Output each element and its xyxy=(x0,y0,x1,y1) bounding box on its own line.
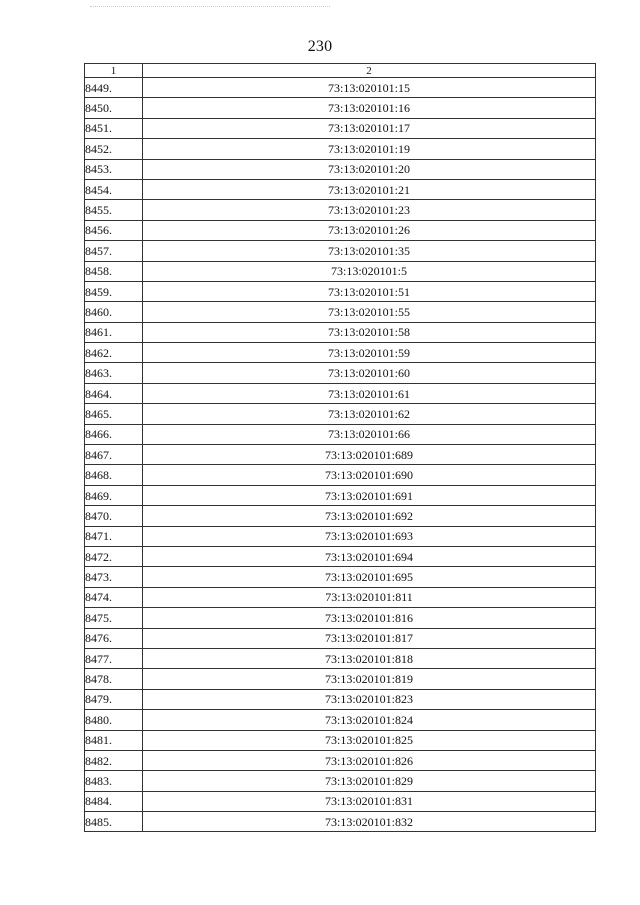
cadastral-number: 73:13:020101:51 xyxy=(143,281,596,301)
table-row xyxy=(85,465,596,485)
row-number: 8468. xyxy=(85,465,143,485)
table-row xyxy=(85,281,596,301)
table-row xyxy=(85,200,596,220)
table-row xyxy=(85,648,596,668)
scan-artifact xyxy=(90,6,330,9)
table-row xyxy=(85,689,596,709)
table-body xyxy=(85,78,596,832)
row-number: 8458. xyxy=(85,261,143,281)
row-number: 8471. xyxy=(85,526,143,546)
cadastral-number: 73:13:020101:689 xyxy=(143,445,596,465)
table-row xyxy=(85,608,596,628)
cadastral-number: 73:13:020101:19 xyxy=(143,139,596,159)
row-number: 8453. xyxy=(85,159,143,179)
cadastral-number: 73:13:020101:23 xyxy=(143,200,596,220)
row-number: 8462. xyxy=(85,343,143,363)
row-number: 8460. xyxy=(85,302,143,322)
cadastral-number: 73:13:020101:66 xyxy=(143,424,596,444)
page-number: 230 xyxy=(307,38,333,55)
row-number: 8459. xyxy=(85,281,143,301)
cadastral-number: 73:13:020101:21 xyxy=(143,179,596,199)
cadastral-number: 73:13:020101:825 xyxy=(143,730,596,750)
row-number: 8452. xyxy=(85,139,143,159)
row-number: 8481. xyxy=(85,730,143,750)
table-row xyxy=(85,546,596,566)
row-number: 8455. xyxy=(85,200,143,220)
cadastral-number: 73:13:020101:695 xyxy=(143,567,596,587)
table-row xyxy=(85,730,596,750)
column-header-number: 1 xyxy=(85,64,143,78)
row-number: 8469. xyxy=(85,485,143,505)
row-number: 8482. xyxy=(85,750,143,770)
row-number: 8449. xyxy=(85,78,143,98)
row-number: 8466. xyxy=(85,424,143,444)
table-row xyxy=(85,220,596,240)
table-row xyxy=(85,179,596,199)
row-number: 8451. xyxy=(85,118,143,138)
table-row xyxy=(85,628,596,648)
row-number: 8480. xyxy=(85,710,143,730)
cadastral-number: 73:13:020101:811 xyxy=(143,587,596,607)
table-row xyxy=(85,383,596,403)
cadastral-number: 73:13:020101:817 xyxy=(143,628,596,648)
cadastral-number: 73:13:020101:35 xyxy=(143,241,596,261)
row-number: 8474. xyxy=(85,587,143,607)
row-number: 8454. xyxy=(85,179,143,199)
cadastral-number: 73:13:020101:26 xyxy=(143,220,596,240)
row-number: 8484. xyxy=(85,791,143,811)
row-number: 8478. xyxy=(85,669,143,689)
cadastral-number: 73:13:020101:829 xyxy=(143,771,596,791)
cadastral-number: 73:13:020101:61 xyxy=(143,383,596,403)
cadastral-number: 73:13:020101:824 xyxy=(143,710,596,730)
cadastral-number: 73:13:020101:823 xyxy=(143,689,596,709)
row-number: 8461. xyxy=(85,322,143,342)
table-row xyxy=(85,139,596,159)
table-row xyxy=(85,791,596,811)
column-header-code: 2 xyxy=(143,64,596,78)
row-number: 8463. xyxy=(85,363,143,383)
cadastral-number: 73:13:020101:16 xyxy=(143,98,596,118)
table-row xyxy=(85,241,596,261)
cadastral-number: 73:13:020101:691 xyxy=(143,485,596,505)
row-number: 8477. xyxy=(85,648,143,668)
table-row xyxy=(85,526,596,546)
row-number: 8465. xyxy=(85,404,143,424)
table-row xyxy=(85,771,596,791)
cadastral-number: 73:13:020101:15 xyxy=(143,78,596,98)
cadastral-number: 73:13:020101:62 xyxy=(143,404,596,424)
cadastral-number: 73:13:020101:831 xyxy=(143,791,596,811)
row-number: 8467. xyxy=(85,445,143,465)
cadastral-number: 73:13:020101:690 xyxy=(143,465,596,485)
cadastral-number: 73:13:020101:55 xyxy=(143,302,596,322)
row-number: 8457. xyxy=(85,241,143,261)
table-row xyxy=(85,424,596,444)
cadastral-number: 73:13:020101:819 xyxy=(143,669,596,689)
cadastral-table xyxy=(84,63,596,832)
cadastral-number: 73:13:020101:20 xyxy=(143,159,596,179)
row-number: 8479. xyxy=(85,689,143,709)
row-number: 8475. xyxy=(85,608,143,628)
cadastral-number: 73:13:020101:58 xyxy=(143,322,596,342)
table-row xyxy=(85,302,596,322)
table-row xyxy=(85,485,596,505)
cadastral-number: 73:13:020101:832 xyxy=(143,812,596,832)
row-number: 8472. xyxy=(85,546,143,566)
row-number: 8485. xyxy=(85,812,143,832)
table-header-row xyxy=(85,64,596,78)
cadastral-number: 73:13:020101:692 xyxy=(143,506,596,526)
table-row xyxy=(85,404,596,424)
table-row xyxy=(85,567,596,587)
table-row xyxy=(85,710,596,730)
table-row xyxy=(85,118,596,138)
row-number: 8483. xyxy=(85,771,143,791)
table-row xyxy=(85,343,596,363)
table-row xyxy=(85,363,596,383)
table-row xyxy=(85,506,596,526)
cadastral-number: 73:13:020101:60 xyxy=(143,363,596,383)
table-row xyxy=(85,750,596,770)
table-row xyxy=(85,322,596,342)
row-number: 8473. xyxy=(85,567,143,587)
table-row xyxy=(85,159,596,179)
row-number: 8456. xyxy=(85,220,143,240)
row-number: 8476. xyxy=(85,628,143,648)
cadastral-number: 73:13:020101:17 xyxy=(143,118,596,138)
row-number: 8450. xyxy=(85,98,143,118)
cadastral-number: 73:13:020101:694 xyxy=(143,546,596,566)
table-row xyxy=(85,98,596,118)
table-row xyxy=(85,78,596,98)
table-row xyxy=(85,669,596,689)
cadastral-number: 73:13:020101:5 xyxy=(143,261,596,281)
row-number: 8470. xyxy=(85,506,143,526)
cadastral-number: 73:13:020101:818 xyxy=(143,648,596,668)
table-row xyxy=(85,261,596,281)
table-row xyxy=(85,812,596,832)
cadastral-number: 73:13:020101:59 xyxy=(143,343,596,363)
row-number: 8464. xyxy=(85,383,143,403)
table-row xyxy=(85,587,596,607)
cadastral-number: 73:13:020101:826 xyxy=(143,750,596,770)
cadastral-number: 73:13:020101:816 xyxy=(143,608,596,628)
cadastral-number: 73:13:020101:693 xyxy=(143,526,596,546)
table-row xyxy=(85,445,596,465)
